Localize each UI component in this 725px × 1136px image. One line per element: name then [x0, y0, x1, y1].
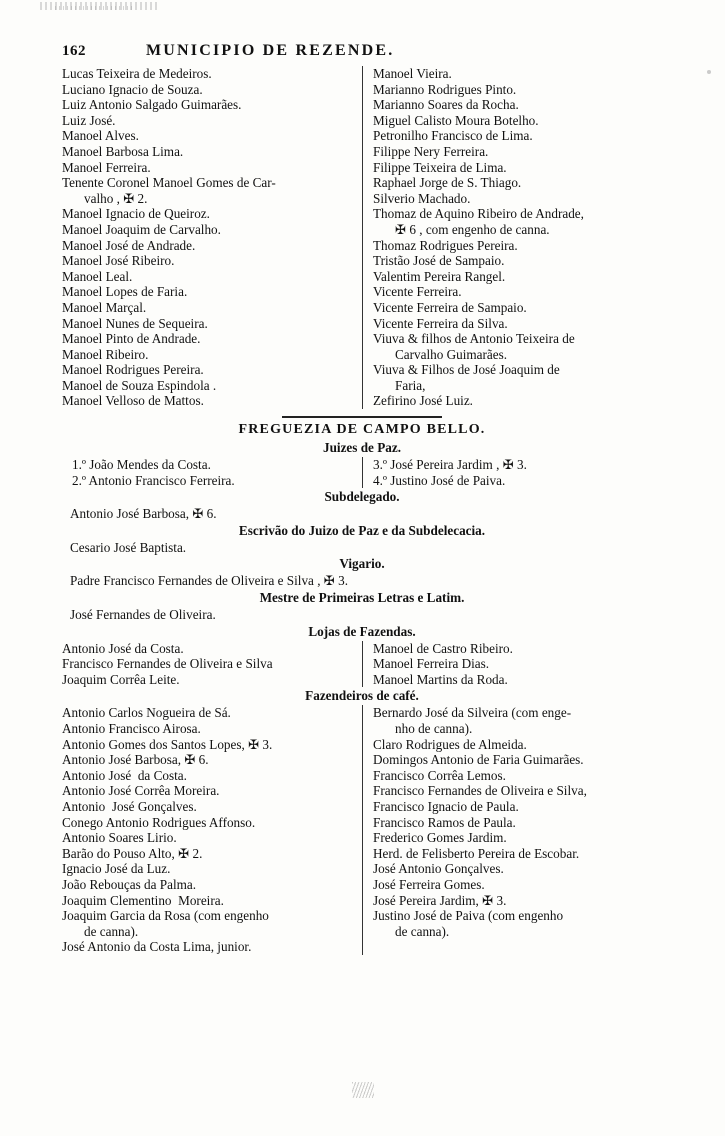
scan-artifact-bottom: [352, 1082, 374, 1098]
juizes-left-column: [62, 457, 362, 488]
list-item: Marianno Soares da Rocha.: [373, 97, 519, 113]
list-item-continuation: nho de canna).: [395, 721, 473, 736]
list-item: Vicente Ferreira da Silva.: [373, 315, 508, 331]
list-item: Silverio Machado.: [373, 190, 471, 206]
list-item: Antonio José da Costa.: [62, 640, 184, 656]
list-item: Manoel de Castro Ribeiro.: [373, 640, 513, 656]
list-item: Antonio José Corrêa Moreira.: [62, 783, 220, 799]
list-item: Valentim Pereira Rangel.: [373, 268, 506, 284]
list-item: Vicente Ferreira.: [373, 284, 462, 300]
page-header: [62, 42, 662, 60]
section-heading-freguezia: FREGUEZIA DE CAMPO BELLO.: [238, 422, 486, 438]
list-item: Manoel Ignacio de Queiroz.: [62, 206, 210, 222]
running-title: MUNICIPIO DE REZENDE.: [146, 42, 395, 59]
list-item: Bernardo José da Silveira (com enge-: [373, 705, 572, 721]
list-item: Antonio José da Costa.: [62, 767, 187, 783]
list-item-continuation: ✠ 6 , com engenho de canna.: [395, 221, 550, 237]
folio-number: 162: [62, 43, 86, 59]
list-item: Manoel de Souza Espindola .: [62, 377, 217, 393]
list-item: Joaquim Corrêa Leite.: [62, 671, 180, 687]
fazendeiros-right-column: [362, 705, 662, 955]
scan-artifact-top-secondary: [55, 6, 135, 10]
list-item: Francisco Fernandes de Oliveira e Silva: [62, 656, 273, 672]
list-item: Conego Antonio Rodrigues Affonso.: [62, 814, 256, 830]
scan-speck: [707, 70, 711, 74]
list-item-continuation: valho , ✠ 2.: [84, 190, 148, 206]
list-item: José Antonio da Costa Lima, junior.: [62, 939, 252, 955]
vigario-name: Padre Francisco Fernandes de Oliveira e Silva , ✠ 3.: [70, 573, 349, 589]
list-item: Claro Rodrigues de Almeida.: [373, 736, 527, 752]
page-content: [62, 42, 662, 955]
section-divider-rule: [282, 416, 442, 418]
list-item: Filippe Teixeira de Lima.: [373, 159, 507, 175]
list-item: José Antonio Gonçalves.: [373, 861, 504, 877]
mestre-name: José Fernandes de Oliveira.: [70, 607, 216, 623]
subdelegado-name: Antonio José Barbosa, ✠ 6.: [70, 506, 217, 522]
list-item: Francisco Corrêa Lemos.: [373, 767, 506, 783]
list-item: João Rebouças da Palma.: [62, 876, 197, 892]
subheading-fazendeiros-de-cafe: Fazendeiros de café.: [305, 688, 419, 704]
subheading-lojas-de-fazendas: Lojas de Fazendas.: [308, 623, 416, 639]
list-item: Francisco Fernandes de Oliveira e Silva,: [373, 783, 587, 799]
list-item: Manoel Ferreira.: [62, 159, 151, 175]
list-item: Manoel Ferreira Dias.: [373, 656, 490, 672]
list-item: Manoel Leal.: [62, 268, 133, 284]
list-item: Manoel Martins da Roda.: [373, 671, 508, 687]
list-item: Antonio José Barbosa, ✠ 6.: [62, 752, 209, 768]
list-item: Manoel Barbosa Lima.: [62, 143, 184, 159]
subheading-vigario: Vigario.: [339, 556, 385, 572]
list-item: Manoel Marçal.: [62, 299, 147, 315]
list-item: Justino José de Paiva (com engenho: [373, 908, 564, 924]
list-item: Joaquim Clementino Moreira.: [62, 892, 224, 908]
list-item: Herd. de Felisberto Pereira de Escobar.: [373, 845, 580, 861]
list-item: Manoel Velloso de Mattos.: [62, 393, 204, 409]
list-item: Luiz José.: [62, 112, 116, 128]
lojas-right-column: [362, 641, 662, 688]
lojas-columns: [62, 641, 662, 688]
list-item: Raphael Jorge de S. Thiago.: [373, 175, 522, 191]
list-item: Antonio Soares Lirio.: [62, 830, 177, 846]
list-item: Francisco Ramos de Paula.: [373, 814, 516, 830]
list-item-continuation: Carvalho Guimarães.: [395, 346, 508, 362]
list-item: Antonio Carlos Nogueira de Sá.: [62, 705, 231, 721]
list-item-continuation: de canna).: [84, 923, 139, 939]
list-item: Viuva & Filhos de José Joaquim de: [373, 362, 560, 378]
list-item-continuation: de canna).: [395, 923, 450, 939]
list-item: 2.º Antonio Francisco Ferreira.: [72, 472, 235, 488]
list-item: Luciano Ignacio de Souza.: [62, 81, 203, 97]
list-item: Domingos Antonio de Faria Guimarães.: [373, 752, 584, 768]
list-item: Lucas Teixeira de Medeiros.: [62, 66, 212, 81]
list-item: Tristão José de Sampaio.: [373, 253, 505, 269]
subheading-mestre: Mestre de Primeiras Letras e Latim.: [259, 590, 465, 606]
list-item: Marianno Rodrigues Pinto.: [373, 81, 517, 97]
list-item: Antonio Gomes dos Santos Lopes, ✠ 3.: [62, 736, 273, 752]
name-list-left-column: [62, 66, 362, 409]
list-item: Manoel Ribeiro.: [62, 346, 149, 362]
subheading-subdelegado: Subdelegado.: [324, 489, 400, 505]
list-item-continuation: Faria,: [395, 377, 426, 393]
list-item: Tenente Coronel Manoel Gomes de Car-: [62, 175, 276, 191]
name-list-columns: [62, 66, 662, 409]
list-item: Petronilho Francisco de Lima.: [373, 128, 533, 144]
list-item: Luiz Antonio Salgado Guimarães.: [62, 97, 242, 113]
list-item: Zefirino José Luiz.: [373, 393, 473, 409]
list-item: Miguel Calisto Moura Botelho.: [373, 112, 539, 128]
lojas-left-column: [62, 641, 362, 688]
list-item: Viuva & filhos de Antonio Teixeira de: [373, 331, 575, 347]
list-item: Manoel Pinto de Andrade.: [62, 331, 201, 347]
list-item: Frederico Gomes Jardim.: [373, 830, 507, 846]
list-item: Manoel José de Andrade.: [62, 237, 196, 253]
juizes-right-column: [362, 457, 662, 488]
list-item: José Pereira Jardim, ✠ 3.: [373, 892, 507, 908]
name-list-right-column: [362, 66, 662, 409]
list-item: Manoel Joaquim de Carvalho.: [62, 221, 221, 237]
list-item: Manoel José Ribeiro.: [62, 253, 175, 269]
list-item: Manoel Alves.: [62, 128, 139, 144]
escrivao-name: Cesario José Baptista.: [70, 539, 187, 555]
subheading-juizes-de-paz: Juizes de Paz.: [322, 440, 401, 456]
list-item: Barão do Pouso Alto, ✠ 2.: [62, 845, 203, 861]
list-item: Manoel Vieira.: [373, 66, 452, 81]
list-item: Vicente Ferreira de Sampaio.: [373, 299, 527, 315]
list-item: Francisco Ignacio de Paula.: [373, 798, 519, 814]
list-item: José Ferreira Gomes.: [373, 876, 485, 892]
juizes-columns: [62, 457, 662, 488]
list-item: Antonio Francisco Airosa.: [62, 721, 201, 736]
subheading-escrivao: Escrivão do Juizo de Paz e da Subdelecacia.: [238, 522, 486, 538]
list-item: Thomaz Rodrigues Pereira.: [373, 237, 518, 253]
fazendeiros-left-column: [62, 705, 362, 955]
list-item: Manoel Nunes de Sequeira.: [62, 315, 208, 331]
list-item: 3.º José Pereira Jardim , ✠ 3.: [373, 457, 527, 473]
list-item: Joaquim Garcia da Rosa (com engenho: [62, 908, 269, 924]
list-item: Ignacio José da Luz.: [62, 861, 171, 877]
list-item: 4.º Justino José de Paiva.: [373, 472, 506, 488]
list-item: Manoel Lopes de Faria.: [62, 284, 188, 300]
list-item: 1.º João Mendes da Costa.: [72, 457, 211, 473]
list-item: Thomaz de Aquino Ribeiro de Andrade,: [373, 206, 584, 222]
list-item: Filippe Nery Ferreira.: [373, 143, 489, 159]
fazendeiros-columns: [62, 705, 662, 955]
list-item: Antonio José Gonçalves.: [62, 798, 197, 814]
list-item: Manoel Rodrigues Pereira.: [62, 362, 204, 378]
